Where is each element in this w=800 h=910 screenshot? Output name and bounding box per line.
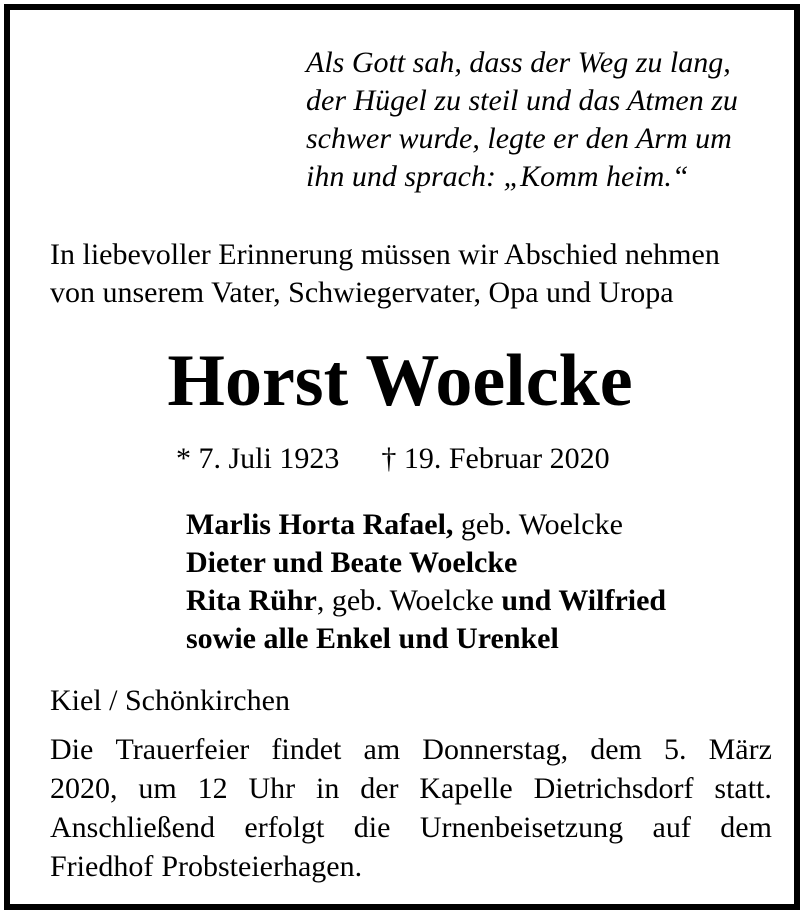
service-details [50, 730, 772, 886]
birth-date: * 7. Juli 1923 [176, 442, 340, 475]
service-word: Uhr [248, 772, 296, 805]
quote-line: ihn und sprach: „Komm heim.“ [306, 160, 689, 193]
service-word: auf [652, 811, 691, 844]
mourner-name: und Wilfried [501, 584, 667, 617]
service-word: dem [590, 733, 642, 766]
quote-line: Als Gott sah, dass der Weg zu lang, [306, 46, 731, 79]
service-word: 2020, [50, 772, 118, 805]
service-word: der [360, 772, 399, 805]
service-word: Urnenbeisetzung [419, 811, 624, 844]
mourner-line [186, 506, 786, 544]
service-word: am [363, 733, 401, 766]
service-line [50, 808, 772, 847]
place-line: Kiel / Schönkirchen [50, 684, 290, 717]
service-word: März [708, 733, 772, 766]
mourner-maiden-name: , geb. Woelcke [316, 584, 502, 617]
mourner-line [186, 544, 786, 582]
service-word: um [138, 772, 177, 805]
deceased-name: Horst Woelcke [167, 340, 633, 422]
service-line [50, 769, 772, 808]
service-word: Probsteierhagen. [161, 850, 363, 883]
service-word: Kapelle [419, 772, 513, 805]
mourner-name: Marlis Horta Rafael, [186, 508, 454, 541]
service-word: Dietrichsdorf [533, 772, 694, 805]
service-word: statt. [714, 772, 772, 805]
life-dates [176, 440, 776, 478]
mourner-name: Dieter und Beate Woelcke [186, 546, 518, 579]
service-word: findet [271, 733, 342, 766]
service-word: Anschließend [50, 811, 215, 844]
mourner-line [186, 582, 786, 620]
intro-line: von unserem Vater, Schwiegervater, Opa und Uropa [50, 276, 674, 309]
service-word: Trauerfeier [115, 733, 250, 766]
quote-line: schwer wurde, legte er den Arm um [306, 122, 732, 155]
mourner-line [186, 620, 786, 658]
mourner-maiden-name: geb. Woelcke [453, 508, 623, 541]
memorial-quote [306, 44, 766, 196]
service-word: die [353, 811, 391, 844]
mourner-name: Rita Rühr [186, 584, 317, 617]
service-word: Die [50, 733, 94, 766]
quote-line: der Hügel zu steil und das Atmen zu [306, 84, 738, 117]
mourners-list [186, 506, 786, 658]
service-line [50, 847, 772, 886]
service-word: dem [720, 811, 772, 844]
service-word: Friedhof [50, 850, 154, 883]
mourner-name: sowie alle Enkel und Urenkel [186, 622, 559, 655]
death-date: † 19. Februar 2020 [381, 442, 610, 475]
service-word: in [316, 772, 340, 805]
service-line [50, 730, 772, 769]
service-word: 12 [197, 772, 228, 805]
intro-line: In liebevoller Erinnerung müssen wir Abschied nehmen [50, 238, 720, 271]
service-word: 5. [664, 733, 687, 766]
service-word: erfolgt [244, 811, 325, 844]
service-word: Donnerstag, [422, 733, 569, 766]
intro-text [50, 236, 770, 312]
